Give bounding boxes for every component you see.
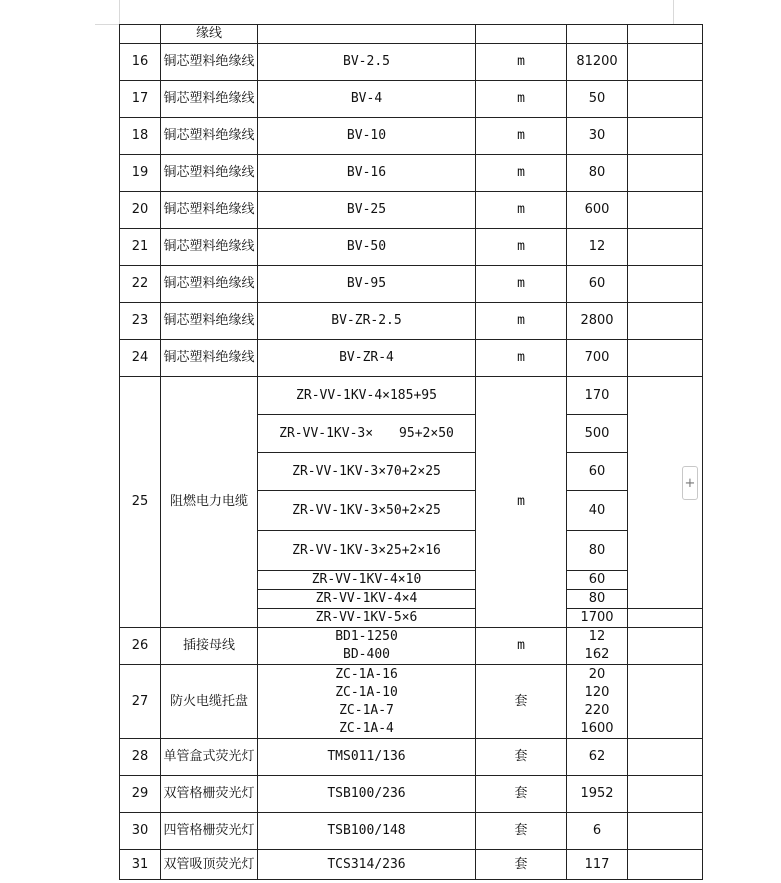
- item-spec: ZR-VV-1KV-4×4: [258, 590, 476, 609]
- qty-line: 1600: [580, 720, 614, 736]
- table-row: [120, 628, 703, 665]
- item-unit: [476, 25, 567, 44]
- add-row-button[interactable]: +: [682, 466, 698, 500]
- item-spec: BV-ZR-2.5: [258, 303, 476, 340]
- row-number: 19: [120, 155, 161, 192]
- item-qty: 30: [567, 118, 628, 155]
- item-unit: m: [476, 192, 567, 229]
- item-qty: 1952: [567, 776, 628, 813]
- item-spec: [258, 25, 476, 44]
- table-row: [120, 813, 703, 850]
- item-name: 铜芯塑料绝缘线: [161, 118, 258, 155]
- item-qty: 500: [567, 415, 628, 453]
- item-name: 铜芯塑料绝缘线: [161, 81, 258, 118]
- item-note: [628, 340, 703, 377]
- item-note: [628, 850, 703, 880]
- row-number: 30: [120, 813, 161, 850]
- spec-line: ZC-1A-16: [335, 666, 398, 682]
- row-number: 21: [120, 229, 161, 266]
- item-spec: [258, 665, 476, 739]
- item-qty: 117: [567, 850, 628, 880]
- table-row: [120, 81, 703, 118]
- qty-line: 162: [584, 647, 610, 662]
- item-note: [628, 776, 703, 813]
- item-name: 阻燃电力电缆: [161, 377, 258, 628]
- materials-table: [119, 24, 703, 880]
- row-number: 20: [120, 192, 161, 229]
- item-qty: 80: [567, 531, 628, 571]
- item-qty: 700: [567, 340, 628, 377]
- table-row: [120, 665, 703, 739]
- item-spec: TSB100/236: [258, 776, 476, 813]
- item-qty: 6: [567, 813, 628, 850]
- page-guide-right: [673, 0, 674, 24]
- table-row: [120, 266, 703, 303]
- item-name: 铜芯塑料绝缘线: [161, 155, 258, 192]
- item-note: [628, 266, 703, 303]
- item-qty: 80: [567, 155, 628, 192]
- qty-line: 120: [584, 684, 610, 700]
- item-spec: BV-95: [258, 266, 476, 303]
- item-name: 铜芯塑料绝缘线: [161, 266, 258, 303]
- item-name: 铜芯塑料绝缘线: [161, 229, 258, 266]
- table-row: [120, 303, 703, 340]
- row-number: 17: [120, 81, 161, 118]
- item-qty: 80: [567, 590, 628, 609]
- item-spec: BV-10: [258, 118, 476, 155]
- table-row: [120, 155, 703, 192]
- item-spec: TCS314/236: [258, 850, 476, 880]
- table-row: [120, 377, 703, 415]
- table-row: [120, 229, 703, 266]
- table-row: [120, 739, 703, 776]
- item-name: 双管格栅荧光灯: [161, 776, 258, 813]
- row-number: 22: [120, 266, 161, 303]
- item-spec: ZR-VV-1KV-4×185+95: [258, 377, 476, 415]
- item-unit: m: [476, 44, 567, 81]
- item-unit: m: [476, 118, 567, 155]
- table-row: [120, 850, 703, 880]
- row-number: 26: [120, 628, 161, 665]
- item-name: 四管格栅荧光灯: [161, 813, 258, 850]
- item-note: [628, 25, 703, 44]
- item-unit: m: [476, 377, 567, 628]
- item-spec: ZR-VV-1KV-4×10: [258, 571, 476, 590]
- qty-line: 12: [588, 629, 606, 644]
- item-name: 单管盒式荧光灯: [161, 739, 258, 776]
- item-name: 双管吸顶荧光灯: [161, 850, 258, 880]
- row-number: 23: [120, 303, 161, 340]
- item-note: [628, 118, 703, 155]
- item-unit: 套: [476, 739, 567, 776]
- item-unit: m: [476, 229, 567, 266]
- item-name: 防火电缆托盘: [161, 665, 258, 739]
- table-row: [120, 118, 703, 155]
- item-spec: BV-4: [258, 81, 476, 118]
- item-note: [628, 813, 703, 850]
- spec-line: ZC-1A-7: [339, 702, 394, 718]
- table-row: [120, 192, 703, 229]
- spec-line: BD-400: [343, 647, 390, 662]
- page-guide-left: [119, 0, 120, 24]
- item-qty: 81200: [567, 44, 628, 81]
- item-qty: 60: [567, 266, 628, 303]
- item-unit: m: [476, 81, 567, 118]
- item-spec: TMS011/136: [258, 739, 476, 776]
- item-name: 铜芯塑料绝缘线: [161, 303, 258, 340]
- item-name: 插接母线: [161, 628, 258, 665]
- item-note: [628, 229, 703, 266]
- item-spec: BV-2.5: [258, 44, 476, 81]
- item-name: 缘线: [161, 25, 258, 44]
- item-spec: BV-25: [258, 192, 476, 229]
- spec-line: ZC-1A-4: [339, 720, 394, 736]
- qty-line: 20: [588, 666, 606, 682]
- item-unit: m: [476, 340, 567, 377]
- table-row: [120, 25, 703, 44]
- item-spec: ZR-VV-1KV-3× 95+2×50: [258, 415, 476, 453]
- row-number: 27: [120, 665, 161, 739]
- item-name: 铜芯塑料绝缘线: [161, 340, 258, 377]
- item-note: [628, 81, 703, 118]
- item-spec: [258, 628, 476, 665]
- item-qty: 1700: [567, 609, 628, 628]
- item-name: 铜芯塑料绝缘线: [161, 192, 258, 229]
- item-spec: BV-ZR-4: [258, 340, 476, 377]
- spec-line: BD1-1250: [335, 629, 398, 644]
- item-unit: m: [476, 628, 567, 665]
- item-spec: BV-50: [258, 229, 476, 266]
- item-spec: ZR-VV-1KV-3×25+2×16: [258, 531, 476, 571]
- item-qty: 2800: [567, 303, 628, 340]
- item-unit: 套: [476, 813, 567, 850]
- item-unit: m: [476, 155, 567, 192]
- qty-line: 220: [584, 702, 610, 718]
- item-unit: 套: [476, 776, 567, 813]
- row-number: 18: [120, 118, 161, 155]
- item-qty: 170: [567, 377, 628, 415]
- item-spec: BV-16: [258, 155, 476, 192]
- row-number: 25: [120, 377, 161, 628]
- item-qty: 40: [567, 491, 628, 531]
- item-unit: m: [476, 303, 567, 340]
- table-row: [120, 776, 703, 813]
- item-note: [628, 665, 703, 739]
- item-qty: [567, 628, 628, 665]
- item-spec: ZR-VV-1KV-5×6: [258, 609, 476, 628]
- item-spec: TSB100/148: [258, 813, 476, 850]
- item-qty: 62: [567, 739, 628, 776]
- row-number: 24: [120, 340, 161, 377]
- item-note: [628, 192, 703, 229]
- item-note: [628, 609, 703, 628]
- item-qty: [567, 25, 628, 44]
- item-unit: 套: [476, 850, 567, 880]
- row-number: 31: [120, 850, 161, 880]
- item-qty: 60: [567, 453, 628, 491]
- item-note: [628, 303, 703, 340]
- item-note: [628, 44, 703, 81]
- item-spec: ZR-VV-1KV-3×50+2×25: [258, 491, 476, 531]
- row-number: 28: [120, 739, 161, 776]
- item-unit: 套: [476, 665, 567, 739]
- item-qty: 50: [567, 81, 628, 118]
- item-qty: 600: [567, 192, 628, 229]
- item-spec: ZR-VV-1KV-3×70+2×25: [258, 453, 476, 491]
- item-qty: 60: [567, 571, 628, 590]
- item-note: [628, 628, 703, 665]
- item-note: [628, 155, 703, 192]
- item-unit: m: [476, 266, 567, 303]
- item-qty: [567, 665, 628, 739]
- table-row: [120, 340, 703, 377]
- spec-line: ZC-1A-10: [335, 684, 398, 700]
- item-qty: 12: [567, 229, 628, 266]
- item-name: 铜芯塑料绝缘线: [161, 44, 258, 81]
- row-number: [120, 25, 161, 44]
- row-number: 29: [120, 776, 161, 813]
- row-number: 16: [120, 44, 161, 81]
- table-row: [120, 44, 703, 81]
- item-note: [628, 739, 703, 776]
